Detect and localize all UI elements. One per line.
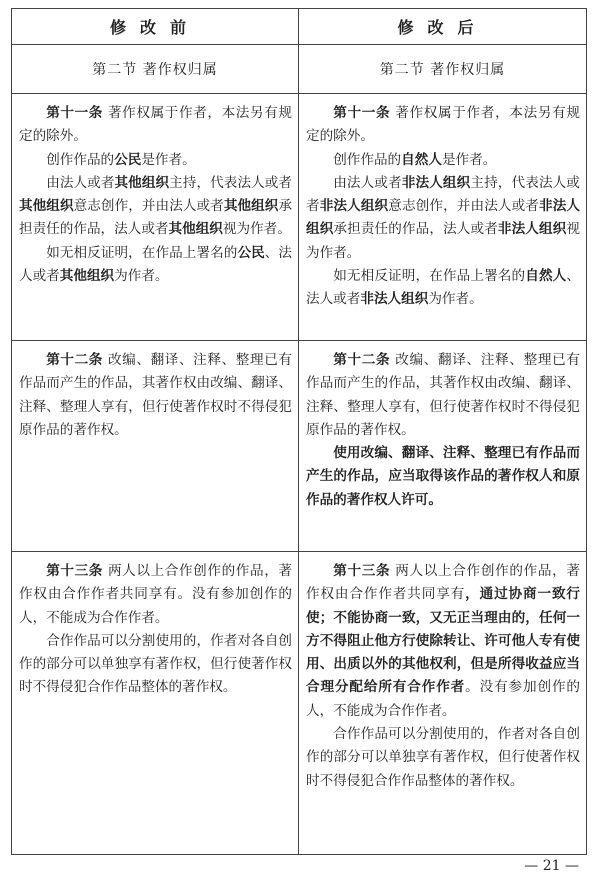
text-run: 、法人或者: [19, 244, 293, 285]
text-run: 改编、翻译、注释、整理已有作品而产生的作品，其著作权由改编、翻译、注释、整理人享有，但行使著作权时不得侵犯原作品的著作权。: [19, 352, 293, 438]
article-12-before: [12, 341, 299, 551]
bold-text: 公民: [237, 244, 265, 261]
text-run: 。没有参加创作的人，不能成为合作作者。: [306, 679, 581, 719]
article-11-row: [11, 93, 587, 340]
text-run: 如无相反证明，在作品上署名的: [46, 244, 238, 261]
article-13-row: [11, 551, 587, 855]
bold-text: 使用改编、翻译、注释、整理已有作品而产生的作品，应当取得该作品的著作权人和原作品的著作权人许可。: [306, 445, 580, 508]
paragraph: [306, 149, 580, 172]
text-run: 合作作品可以分割使用的，作者对各自创作的部分可以单独享有著作权，但行使著作权时不得侵犯合作作品整体的著作权。: [19, 632, 292, 696]
bold-text: 第十三条: [46, 563, 104, 579]
paragraph: [19, 149, 292, 172]
bold-text: 非法人组织: [319, 198, 389, 215]
text-run: 由法人或者: [46, 174, 115, 191]
paragraph: [306, 723, 580, 793]
text-run: 如无相反证明，在作品上署名的: [333, 268, 526, 285]
bold-text: 第十一条: [46, 105, 104, 121]
text-run: 是作者。: [441, 151, 497, 168]
comparison-table: [11, 8, 587, 855]
bold-text: 非法人组织: [306, 198, 581, 238]
bold-text: 自然人: [525, 268, 567, 285]
text-run: 著作权属于作者，本法另有规定的除外。: [306, 105, 580, 145]
bold-text: 第十二条: [333, 352, 391, 368]
bold-text: 非法人组织: [497, 221, 567, 238]
text-run: 视为作者。: [222, 221, 291, 238]
paragraph: [306, 102, 580, 149]
article-13-before: [12, 552, 299, 854]
text-run: 视为作者。: [306, 221, 581, 261]
bold-text: 其他组织: [223, 198, 279, 215]
text-run: 意志创作，并由法人或者: [73, 198, 224, 215]
bold-text: 公民: [114, 151, 142, 168]
paragraph: [19, 560, 292, 630]
text-run: 创作作品的: [333, 151, 402, 168]
header-before: 修改前: [12, 9, 299, 44]
paragraph: [306, 172, 580, 265]
text-run: 承担责任的作品，法人或者: [19, 198, 293, 238]
text-run: 为作者。: [114, 268, 169, 285]
paragraph: [19, 102, 292, 149]
article-13-after: [299, 552, 586, 854]
text-run: 主持，代表法人或者: [306, 174, 580, 215]
bold-text: 其他组织: [59, 268, 115, 285]
table-header-row: [11, 8, 587, 44]
paragraph: [19, 172, 292, 242]
bold-text: 第十一条: [333, 105, 391, 121]
text-run: 合作作品可以分割使用的，作者对各自创作的部分可以单独享有著作权，但行使著作权时不得侵犯合作作品整体的著作权。: [306, 726, 580, 789]
text-run: 著作权属于作者，本法另有规定的除外。: [19, 105, 293, 145]
paragraph: [306, 560, 580, 723]
text-run: 为作者。: [428, 291, 483, 308]
section-title-after: 第二节 著作权归属: [299, 44, 586, 93]
text-run: 是作者。: [141, 151, 196, 168]
section-title-row: [11, 44, 587, 93]
text-run: 承担责任的作品，法人或者: [333, 221, 498, 238]
text-run: 意志创作，并由法人或者: [388, 198, 540, 215]
paragraph: [306, 349, 580, 442]
paragraph: [19, 242, 292, 289]
article-11-after: [299, 94, 586, 340]
text-run: 、法人或者: [306, 268, 580, 308]
bold-text: 第十二条: [46, 352, 104, 368]
paragraph: [19, 349, 292, 442]
bold-text: 第十三条: [333, 563, 391, 579]
text-run: 两人以上合作创作的作品，著作权由合作作者共同享有: [306, 563, 580, 603]
text-run: 两人以上合作创作的作品，著作权由合作作者共同享有。没有参加创作的人，不能成为合作作者。: [19, 563, 293, 626]
article-11-before: [12, 94, 299, 340]
header-after: 修改后: [397, 18, 488, 37]
text-run: 主持，代表法人或者: [169, 174, 293, 191]
article-12-after: [299, 341, 586, 551]
bold-text: ，通过协商一致行使；不能协商一致，又无正当理由的，任何一方不得阻止他方行使除转让、许可他人专有使用、出质以外的其他权利，但是所得收益应当合理分配给所有合作作者: [306, 586, 581, 696]
bold-text: 非法人组织: [401, 174, 471, 191]
bold-text: 其他组织: [114, 174, 170, 191]
bold-text: 其他组织: [19, 198, 74, 215]
article-12-row: [11, 340, 587, 551]
bold-text: 其他组织: [168, 221, 223, 238]
paragraph: [19, 630, 292, 700]
bold-text: 非法人组织: [360, 291, 429, 308]
section-title-before: 第二节 著作权归属: [12, 44, 299, 93]
page-number: — 21 —: [524, 858, 579, 874]
text-run: 创作作品的: [46, 151, 115, 168]
paragraph: [306, 265, 580, 312]
text-run: 改编、翻译、注释、整理已有作品而产生的作品，其著作权由改编、翻译、注释、整理人享有，但行使著作权时不得侵犯原作品的著作权。: [306, 352, 580, 438]
text-run: 由法人或者: [333, 174, 402, 191]
bold-text: 自然人: [401, 151, 442, 168]
paragraph: [306, 442, 580, 512]
